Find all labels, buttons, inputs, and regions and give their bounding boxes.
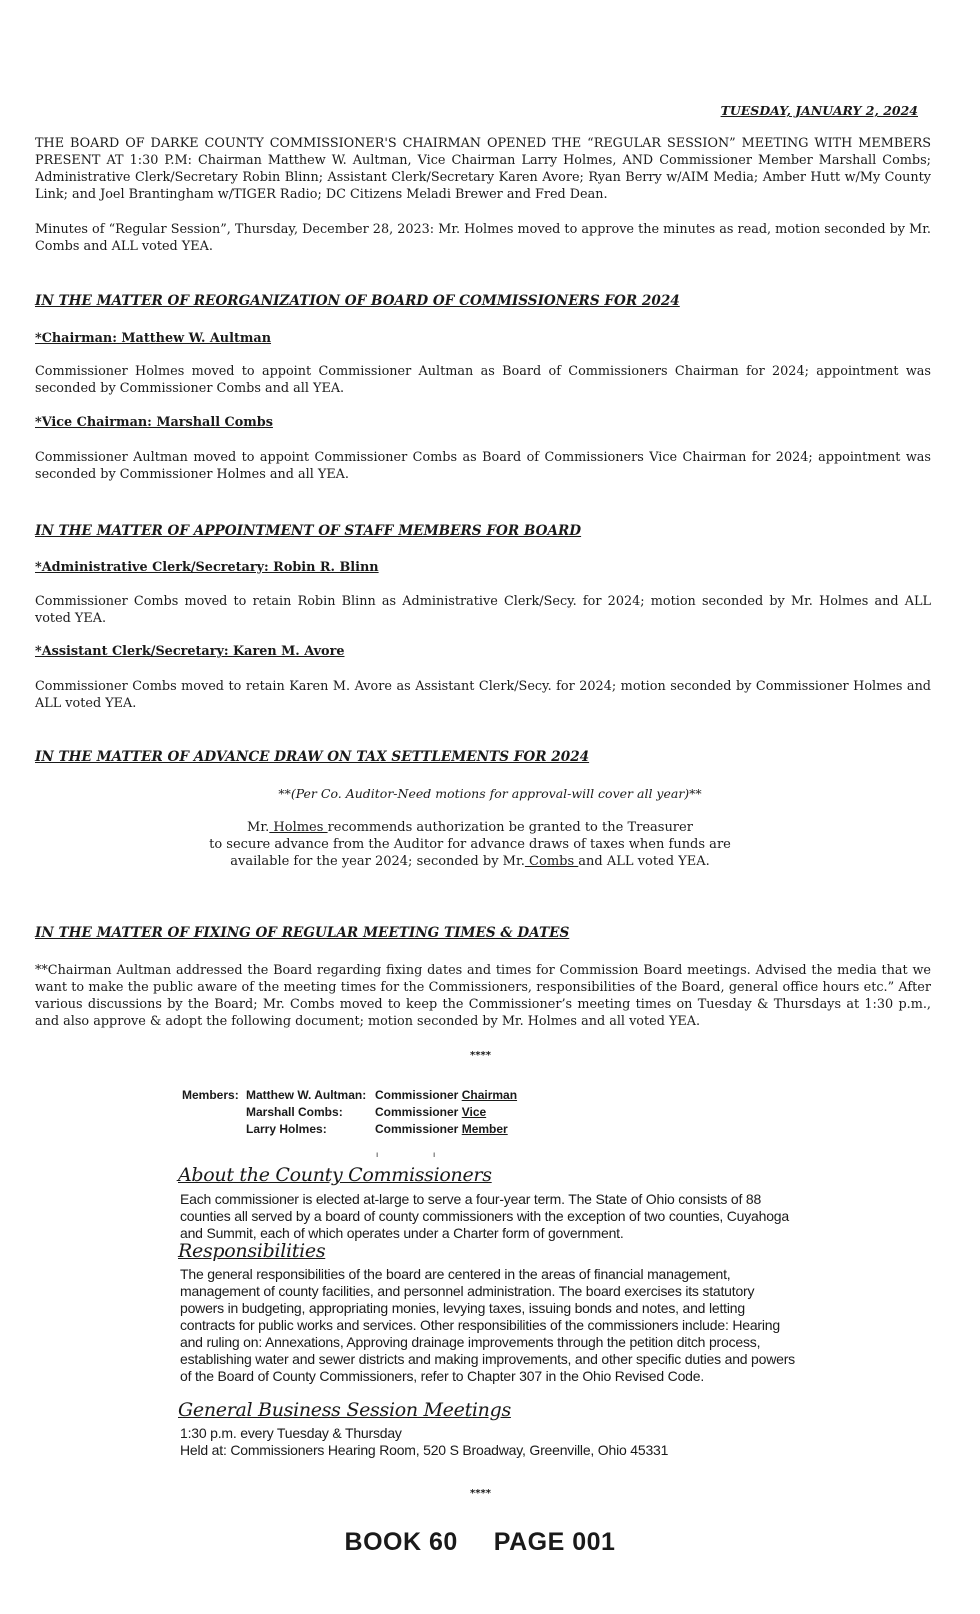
section-heading-staff: IN THE MATTER OF APPOINTMENT OF STAFF MEMBERS FOR BOARD	[35, 523, 582, 539]
intro-paragraph: THE BOARD OF DARKE COUNTY COMMISSIONER'S CHAIRMAN OPENED THE “REGULAR SESSION” MEETING WITH MEMBERS PRESENT AT 1:30 P.M: Chairman Matthew W. Aultman, Vice Chairman Larry Holmes, AND Commissioner Member Marshall Combs; Administrative Clerk/Secretary Robin Blinn; Assistant Clerk/Secretary Karen Avore; Ryan Berry w/AIM Media; Amber Hutt w/My County Link; and Joel Brantingham w/TIGER Radio; DC Citizens Meladi Brewer and Fred Dean.	[35, 136, 931, 202]
meeting-times-motion: **Chairman Aultman addressed the Board regarding fixing dates and times for Commission Board meetings. Advised the media that we want to make the public aware of the meeting times for the Commissioners, responsibilities of the Board, general office hours etc.” After various discussions by the Board; Mr. Combs moved to keep the Commissioner’s meeting times on Tuesday & Thursdays at 1:30 p.m., and also approve & adopt the following document; motion seconded by Mr. Holmes and all voted YEA.	[35, 963, 931, 1029]
meetings-location: Held at: Commissioners Hearing Room, 520 S Broadway, Greenville, Ohio 45331	[180, 1442, 669, 1458]
scan-mark: ı	[433, 1150, 436, 1159]
admin-clerk-motion: Commissioner Combs moved to retain Robin Blinn as Administrative Clerk/Secy. for 2024; motion seconded by Mr. Holmes and ALL voted YEA.	[35, 594, 931, 626]
separator-stars: ****	[470, 1488, 491, 1499]
subheading-chairman: *Chairman: Matthew W. Aultman	[35, 331, 272, 346]
page-number: PAGE 001	[493, 1528, 616, 1556]
members-label: Members:	[182, 1088, 239, 1102]
chairman-motion: Commissioner Holmes moved to appoint Commissioner Aultman as Board of Commissioners Chairman for 2024; appointment was seconded by Commissioner Combs and all YEA.	[35, 364, 931, 396]
advance-line-3: available for the year 2024; seconded by Mr. Combs and ALL voted YEA.	[230, 854, 710, 869]
vice-chairman-motion: Commissioner Aultman moved to appoint Commissioner Combs as Board of Commissioners Vice Chairman for 2024; appointment was seconded by Commissioner Holmes and all YEA.	[35, 450, 931, 482]
scan-mark: ı	[376, 1150, 379, 1159]
auditor-note: **(Per Co. Auditor-Need motions for approval-will cover all year)**	[278, 786, 702, 801]
section-heading-reorganization: IN THE MATTER OF REORGANIZATION OF BOARD OF COMMISSIONERS FOR 2024	[35, 293, 680, 309]
about-text: Each commissioner is elected at-large to serve a four-year term. The State of Ohio consists of 88 counties all served by a board of county commissioners with the exception of two counties, Cuyahoga and Summit, each of which operates under a Charter form of government.	[180, 1191, 789, 1241]
responsibilities-heading: Responsibilities	[178, 1240, 326, 1262]
member-row: Marshall Combs: Commissioner Vice	[246, 1105, 487, 1119]
minutes-paragraph: Minutes of “Regular Session”, Thursday, December 28, 2023: Mr. Holmes moved to approve the minutes as read, motion seconded by Mr. Combs and ALL voted YEA.	[35, 222, 931, 254]
advance-draw-motion	[0, 819, 940, 870]
section-heading-advance-draw: IN THE MATTER OF ADVANCE DRAW ON TAX SETTLEMENTS FOR 2024	[35, 749, 590, 765]
responsibilities-text: The general responsibilities of the board are centered in the areas of financial management, management of county facilities, and personnel administration. The board exercises its statutory powers in budgeting, appropriating monies, levying taxes, issuing bonds and notes, and letting contracts for public works and services. Other responsibilities of the commissioners include: Hearing and ruling on: Annexations, Approving drainage improvements through the petition ditch process, establishing water and sewer districts and making improvements, and other specific duties and powers of the Board of County Commissioners, refer to Chapter 307 in the Ohio Revised Code.	[180, 1266, 795, 1384]
members-list	[182, 1087, 517, 1138]
meetings-heading: General Business Session Meetings	[178, 1399, 511, 1421]
advance-line-2: to secure advance from the Auditor for advance draws of taxes when funds are	[209, 837, 731, 852]
subheading-assistant-clerk: *Assistant Clerk/Secretary: Karen M. Avore	[35, 644, 345, 659]
assistant-clerk-motion: Commissioner Combs moved to retain Karen M. Avore as Assistant Clerk/Secy. for 2024; motion seconded by Commissioner Holmes and ALL voted YEA.	[35, 679, 931, 711]
advance-line-1: Mr. Holmes recommends authorization be granted to the Treasurer	[247, 820, 693, 835]
member-row: Members: Matthew W. Aultman: Commissioner Chairman	[182, 1088, 518, 1102]
separator-stars: ****	[470, 1050, 491, 1061]
book-page-footer	[0, 1528, 960, 1557]
about-heading: About the County Commissioners	[178, 1164, 492, 1186]
member-row: Larry Holmes: Commissioner Member	[246, 1122, 508, 1136]
section-heading-meeting-times: IN THE MATTER OF FIXING OF REGULAR MEETING TIMES & DATES	[35, 925, 570, 941]
subheading-vice-chairman: *Vice Chairman: Marshall Combs	[35, 415, 273, 430]
meeting-date: TUESDAY, JANUARY 2, 2024	[720, 103, 918, 118]
meetings-time: 1:30 p.m. every Tuesday & Thursday	[180, 1425, 402, 1441]
subheading-admin-clerk: *Administrative Clerk/Secretary: Robin R. Blinn	[35, 560, 379, 575]
book-number: BOOK 60	[344, 1528, 458, 1556]
